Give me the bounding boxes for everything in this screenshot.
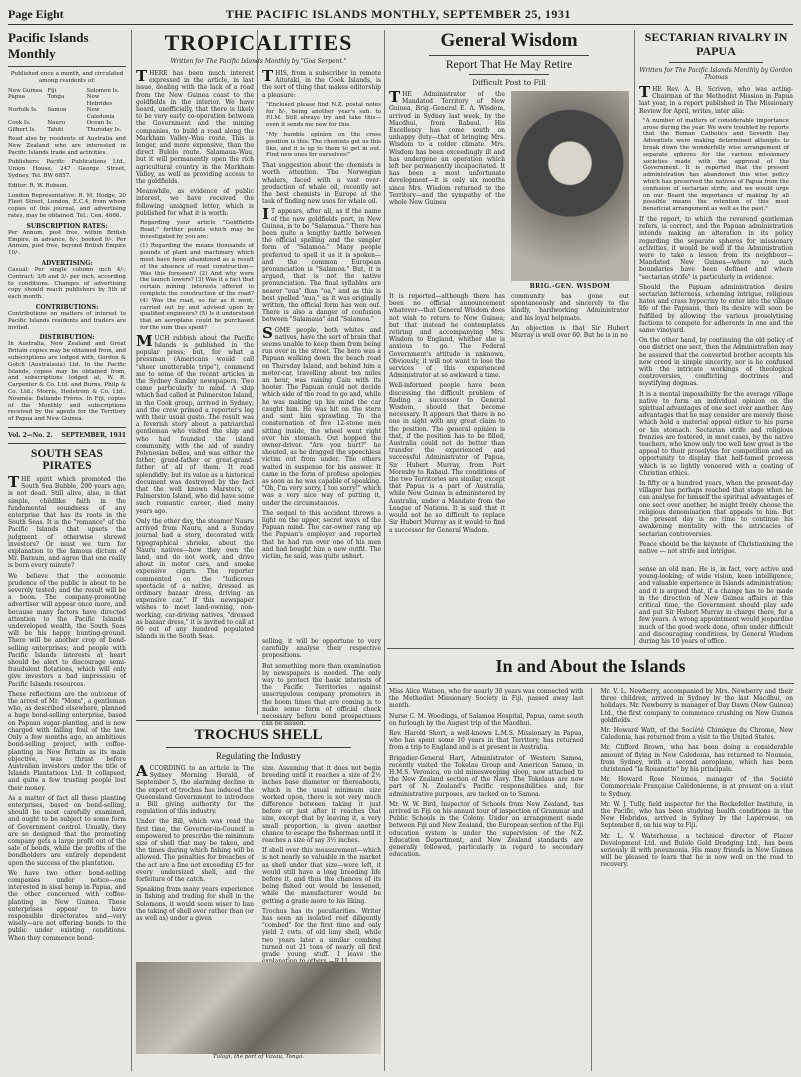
issue-line (8, 432, 126, 439)
wisdom-subsubheadline: Difficult Post to Fill (472, 78, 546, 87)
tropicalities-paragraph: IT appears, after all, as if the name of the new goldfields port, in New Guinea, is to be "Salamaua." There has been quite a lengthy battle between the official spelling and the simpler form of "Salamoa." Many people preferred to spell it as it is spoken—and the common European pronunciation is "Salamoa." But, it is argued, that is not the native pronunciation. The final syllables are nearer "oua" than "oa," and as this is best spelled "aua," as it was originally written, the official form has won out. There is also a danger of confusion between "Salamaua" and "Salamoa." (262, 205, 382, 324)
publication-title: THE PACIFIC ISLANDS MONTHLY, SEPTEMBER 25, 1931 (225, 6, 571, 21)
tropicalities-letter: (1) Regarding the means thousands of pounds of plant and machinery which must have been abandoned as a result of the absence of road construction—Was this foreseen? (2) And why were the launch lowers? (3) Was it a fact that certain mining interests offered to complete the construction of the road? (4) Was the road, so far as it went, carried out by and advised upon by qualified engineers? (5) Is it understood that an aeroplane could be purchased for the sum thus spent? (140, 243, 254, 332)
tropicalities-byline: Written for The Pacific Islands Monthly by "Goa Serpent." (170, 58, 347, 65)
sectarian-paragraph: If the report, to which the reverend gentleman refers, is correct, and the Papuan administration intends making an alteration in its policy regarding the separate spheres for missionary activities, it would be well if the Administration were to take a lesson from its neighbour—Mandated New Guinea—where no such boundaries have been defined and where "sectarian strife" is particularly in evidence. (639, 215, 793, 281)
sectarian-paragraph: On the other hand, by continuing the old policy of one district one sect, then the Administration may be assured that the converted brother accepts his new creed in simple sincerity, nor is he confused with the intricate workings of theological controversies, conflicting doctrines and mystifying dogmas. (639, 337, 793, 388)
wisdom-col-b (511, 293, 629, 537)
trochus-paragraph: Under the Bill, which was read the first time, the Governor-in-Council is empowered to prescribe the minimum size of shell that may be taken, and the times during which fishing will be allowed. The penalties for breaches of the act are a fine not exceeding £5 for every undersized shell, and the forfeiture of the catch. (136, 818, 254, 884)
islands-item: Miss Alice Watson, who for nearly 30 years was connected with the Methodist Missionary Society in Fiji, passed away last month. (389, 688, 584, 710)
islands-article (389, 688, 793, 1071)
place-name: New Guinea (8, 87, 43, 94)
tropicalities-headline: TROPICALITIES (164, 30, 353, 55)
place-name: Tonga (47, 94, 65, 101)
contributions-text: Contributions on matters of interest to Pacific Islands residents and traders are invited. (8, 311, 126, 331)
islands-col-b (600, 688, 793, 1071)
south-seas-continuation (262, 638, 381, 728)
tropicalities-paragraph: MUCH rubbish about the Pacific Islands is published in the popular press; but, for what a pressman (Americans would call "sheer unutterable tripe"), commend me to some of the recent articles in the Sydney Sunday newspapers. Two came particularly to mind. A ship which had called at Palmerston Island, in the Cook group, arrived in Sydney; and the crew primed a reporter's leg with their usual gusto. The result was a feverish story about a patriarchal gentleman who visited the ship and who had founded the island community, with the aid of sundry Polynesian belles, and was either the father, grand-father or great-grand-father of all of them. It read splendidly; but its value as a historical document was destroyed by the fact that the well known Marsters, of Palmerston Island, who did have some such romantic career, died many years ago. (136, 331, 255, 515)
tropicalities-letter: "Enclosed please find N.Z. postal notes for 8/-, being another year's sub. to P.I.M. Still always try and take this—even it sends me new for this. (266, 101, 381, 129)
wisdom-paragraph: Well-informed people have been discussing the difficult problem of finding a successor to General Wisdom, should that become necessary. It appears that there is no one in sight with any great claim to the position. The general opinion is that, if the position has to be filled, Australia could not do better than transfer the experienced and successful Administrator of Papua, Sir Hubert Murray, from Port Moresby to Rabaul. The conditions of the two Territories are similar, except that Papua is a part of Australia, while New Guinea is administered by Australia, under a Mandate from the League of Nations. It is said that it would not be so difficult to replace Sir Hubert Murray as it would to find a successor for General Wisdom. (389, 382, 505, 534)
place-name: Gilbert Is. (8, 126, 37, 133)
column-divider (384, 30, 385, 1071)
place-name: Papua (8, 94, 26, 101)
tropicalities-paragraph: Meanwhile, as evidence of public interest, we have received the following unsigned letter, which is published for what it is worth: (136, 188, 254, 217)
masthead-publishers: Publishers: Pacific Publications Ltd., Union House, 247 George Street, Sydney. Tel. BW 6857. (8, 159, 126, 180)
trochus-subheadline: Regulating the Industry (216, 751, 301, 761)
south-seas-paragraph: THE spirit which promoted the South Sea Bubble, 200 years ago, is not dead. Still alive, also, is that simple, childlike faith in the fundamental soundness of any enterprise that has its roots in the South Seas. It is the "romance" of the Pacific Islands that upsets the judgment of otherwise shrewd investors? Or must we turn for explanation to the famous dictum of Mr. Barnum, and agree that one really is born every minute? (8, 472, 126, 570)
trochus-paragraph: Speaking from many years experience in fishing and trading for shell in the Solomons, it would seem wiser to ban the taking of shell over rather than (or as well as) under a given (136, 886, 254, 923)
sectarian-paragraph: Should the Papuan administration desire sectarian bitterness, scheming intrigue, religious hates and crass hypocrisy to enter into the village life of the Papuans, then its desire will soon be fulfilled by allowing the various proselytising factions to compete for adherents in one and the same vineyard. (639, 283, 793, 335)
south-seas-paragraph: As a matter of fact all these planting enterprises, based on bond-selling, should be most carefully examined, and ought to be subject to some form of Government control. Usually, they are so designed that the promoting company gets a large profit out of the sale of bonds, while the profits of the bondholders are entirely dependent upon the success of the plantation. (8, 794, 126, 867)
place-name: Tahiti (47, 126, 64, 133)
bottom-photo-block (136, 962, 381, 1062)
masthead-editor: Editor: R. W. Robson. (8, 182, 69, 189)
south-seas-headline: SOUTH SEAS PIRATES (31, 447, 103, 472)
islands-item: Mr. V. L. Newberry, accompanied by Mrs. Newberry and their three children, arrived in Sydney by the last Macdhui, on holidays. Mr. Newberry is manager of Day Dawn (New Guinea) Ltd., the first company to commence crushing on New Guinea goldfields. (600, 688, 793, 724)
place-name: Solomon Is. (86, 87, 120, 94)
islands-item: Brigadier-General Hart, Administrator of Western Samoa, recently visited the Tokelau Group and American Samoa, in H.M.S. Veronica, on old minesweeping sloop, now attached to the New Zealand section of the Navy. The Tokelaus are now part of N. Zealand's Pacific responsibilities and, for administrative purposes, are tacked on to Samoa. (389, 754, 584, 798)
contributions-heading: CONTRIBUTIONS: (35, 304, 99, 312)
sectarian-paragraph: THE Rev. A. H. Scriven, who was acting-Chairman of the Methodist Mission in Papua last year, in a report published in The Missionary Review for April, writes, inter alia: (639, 83, 793, 115)
sectarian-quote: "A number of matters of considerable importance arose during the year. We were troubled by reports that the Roman Catholics and Seventh Day Adventists were making determined attempts to break down the wonderfully wise arrangement of separate spheres for the various missionary societies made with the approval of the Government. It is reported that the present administration has abandoned this wise policy which has preserved the natives of Papua from the confusion of sectarian strife; and we would urge on our Board the importance of making by all possible means the retention of this most beneficial arrangement as well as the past." (643, 117, 789, 213)
islands-item: Mr. W. J. Tully, field inspector for the Rockefeller Institute, in the Pacific, who has been studying health conditions in the New Hebrides, arrived in Sydney by the Lapérouse, on September 8, on his way to Fiji. (600, 800, 793, 830)
tropicalities-letter: Regarding your article "Goldfields Road," further points which may be investigated by you are: (140, 220, 254, 240)
islands-item: Mr. Howard Rose Noumea, manager of the Société Commerciale Française Calédonienne, is at present on a visit to Sydney. (600, 776, 793, 798)
wisdom-conclusion (639, 566, 793, 646)
south-seas-paragraph: We have two other bond-selling companies under notice—one interested in sisal hemp in Papua, and the other concerned with coffee-planting in New Guinea. These enterprises appear to have responsible directorates and—very wisely—are not offering bonds to the public under existing conditions. When they commence bond- (8, 869, 126, 942)
harbour-photo (136, 962, 381, 1054)
wisdom-col-a (389, 88, 505, 290)
tropicalities-col-a (136, 67, 255, 643)
trochus-headline: TROCHUS SHELL (194, 727, 323, 743)
trochus-paragraph: size. Assuming that it does not begin breeding until it reaches a size of 2½ inches base diameter or thereabouts, which is the usual minimum size worked upon, there is not very much difference between taking it just before or just after it reaches that size, except that by leaving it, a very small proportion, is given another chance to escape the fisherman until it reaches a size of say 3½ inches. (262, 765, 381, 845)
distribution-text: In Australia, New Zealand and Great Britain copies may be obtained from, and subscriptions are lodged with, Gordon & Gotch (Australasia) Ltd. In the Pacific Islands, copies may be obtained from, and subscriptions lodged at, W. R. Carpenter & Co. Ltd. and Burns, Philp & Co. Ltd.; Morris, Hedstrom & Co. Ltd.; Nouméa: Ballande Frères. In Fiji, copies of the Monthly and subscriptions received by the agents for the Territory of Papua and New Guinea. (8, 341, 126, 423)
place-name: New Hebrides (86, 94, 113, 107)
place-name: Norfolk Is. (8, 107, 38, 114)
portrait-photo (511, 91, 629, 281)
volume-number: Vol. 2—No. 2. (8, 431, 53, 439)
trochus-paragraph: If shell over this measurement—which is not nearly so valuable in the market as shell under that size—were left, it would still have a long breeding life before it, and thus the chances of its being fished out would be lessened, while the manufacturer would be getting a grade more to his liking. (262, 847, 381, 905)
subscription-heading: SUBSCRIPTION RATES: (26, 222, 108, 230)
sectarian-paragraph: In fifty or a hundred years, when the present-day villager has perhaps reached that stage when he can analyse for himself the spiritual advantages of one sect over another, he might freely choose the religious denomination that appeals to him. But the present day is no time to continue his awakening mentality with the intricacies of sectarian controversies. (639, 480, 793, 538)
masthead-intro: Published once a month, and circulated among residents of: (10, 71, 124, 84)
portrait-caption: BRIG.-GEN. WISDOM (529, 283, 611, 290)
wisdom-headline: General Wisdom (440, 30, 578, 51)
south-seas-paragraph: But something more than examination by newspapers is needed. The only way to protect the basic interests of the Pacific Territories against unscrupulous company promoters in the boom times that are coming is to make some form of official check necessary before bond prospectuses can be issued. (262, 662, 381, 728)
sectarian-headline: SECTARIAN RIVALRY IN PAPUA (644, 30, 788, 58)
trochus-paragraph: Trochus has its peculiarities. Writer has seen an isolated reef diligently "combed" for the first time and only yield 2 cwts. of old limy shell, while two years later a similar combing turned out 21 tons of nearly all first grade young stuff. I leave the (262, 907, 381, 959)
wisdom-col-a-lower (389, 293, 505, 537)
wisdom-paragraph: community has gone out spontaneously and sincerely to the kindly, hardworking Administrator and his loyal helpmate. (511, 293, 629, 322)
masthead-read-also: Read also by residents of Australia and New Zealand who are interested in Pacific Islands trade and activities. (8, 136, 126, 156)
advertising-heading: ADVERTISING: (41, 260, 93, 268)
column-divider (257, 30, 258, 715)
wisdom-subheadline: Report That He May Retire (445, 59, 573, 71)
sectarian-paragraph: Peace should be the keynote of Christianising the native — not strife and intrigue. (639, 540, 793, 555)
place-name: Nauru (47, 120, 66, 127)
tropicalities-article (136, 30, 381, 717)
masthead-title: Pacific Islands Monthly (8, 30, 89, 61)
distribution-heading: DISTRIBUTION: (39, 334, 95, 342)
tropicalities-paragraph: That suggestion about the chemists is worth attention. The Norwegian whalers, faced with a vast over-production of whale oil, recently set the best chemists in Europe at the task of finding new uses for whale oil. (262, 162, 381, 206)
trochus-col-b (262, 765, 381, 968)
sectarian-byline: Written for The Pacific Islands Monthly by Gordon Thomas (639, 67, 793, 81)
tropicalities-paragraph: THIS, from a subscriber in remote Aitutaki, in the Cook Islands, is the sort of thing that makes editorship a pleasure: (262, 67, 381, 99)
trochus-col-a (136, 762, 254, 968)
wisdom-paragraph: THE Administrator of the Mandated Territory of New Guinea, Brig.-General E. A. Wisdom, arrived in Sydney last week, by the Macdhui, from Rabaul. His Excellency has come south on unhappy duty—that of bringing Mrs. Wisdom to a colder climate. Mrs. Wisdom has been exceedingly ill and has undergone an operation which left her permanently incapacitated. It has been a most unfortunate development—it is only six months since Mrs. Wisdom returned to the Territory—and the sympathy of the whole New Guinea (389, 88, 505, 207)
south-seas-paragraph: We believe that the economic prudence of the public is about to be severely tested; and the result will be a boon. The company-promoting advertiser will appear once more, and because many factors have directed attention to the Pacific Islands' undeveloped wealth, the South Seas will be his happy hunting-ground. There will be another crop of bond-selling enterprises; and people with Pacific Islands interests at heart should be alert to discourage semi-fraudulent flotations, which will only give investors a bad impression of Pacific Islands resources. (8, 572, 126, 688)
running-header (8, 4, 793, 25)
place-name: Cook Is. (8, 120, 31, 127)
tropicalities-col-b (262, 67, 382, 643)
south-seas-paragraph: selling, it will be opportune to very carefully analyse their respective propositions. (262, 638, 381, 660)
tropicalities-paragraph: SOME people, both whites and natives, have the sort of brain that seems unable to keep them from being run over in the street. The hero was a Papuan walking down the beach road on Thursday Island, and behind him a motor-car, travelling about ten miles an hour, was raising Cain with its hooter. The Papuan could not decide which side of the road to go and, while he was making up his mind the car caught him. He was hit on the stern and sent him sprawling. To the consternation of five 12-stone men sitting inside, the wheel went right over his stomach. Out hopped the owner-driver. "Are you hurt?" he shouted, as he dragged the speechless victim out from under. The others waited in suspense for his answer. It came in the form of profuse apologies as soon as he was capable of speaking. "Oh, I'm very sorry, I too sorry!" which was a very nice way of putting it, under the circumstances. (262, 323, 381, 507)
tropicalities-paragraph: THERE has been much interest expressed in the article, in last issue, dealing with the lack of a road from the New Guinea coast to the goldfields in the interior. We have heard, unofficially, that there is likely to be very early co-operation between the Government and the mining companies, to build a road along the Markham Valley–Wau route. This is longer, and more expensive, than the direct Bulolo route. Salamaua–Wau, but it will permanently open the rich agricultural country in the Markham Valley, as well as providing access to the goldfields. (136, 67, 254, 186)
place-name: Fiji (47, 87, 57, 94)
column-divider (131, 30, 132, 1071)
sectarian-article (639, 30, 793, 645)
islands-headline: In and About the Islands (387, 648, 794, 684)
islands-item: Nurse C. M. Woodings, of Salamoa Hospital, Papua, came south on furlough by the August trip of the Macdhui. (389, 712, 584, 727)
column-divider (591, 688, 592, 1071)
page-label: Page Eight (8, 6, 64, 21)
masthead-places (8, 88, 126, 134)
tropicalities-paragraph: Only the other day, the steamer Nauru arrived from Nauru, and a Sunday journal had a story, decorated with typographical shrieks, about the Nauru natives—how they own the land, and do not work, and drive about in motor cars, and smoke expensive cigars. The reporter commented on the "ludicrous spectacle of a native, dressed as ordinary bazaar dress, driving an expensive car." If this newspaper wishes to meet land-owning, non-working, car-driving natives, "dressed as bazaar dress," it is invited to call at 90 out of any hundred populated islands in the South Seas. (136, 517, 254, 641)
place-name: Thursday Is. (86, 126, 122, 133)
islands-item: Rev. Harold Short, a well-known L.M.S. Missionary in Papua, who has spent some 10 years in that Territory, has returned from a trip to England and is at present in Australia. (389, 730, 584, 752)
islands-item: Mr. Howard Watt, of the Société Chimique du Chrome, New Caledonia, has returned from a visit to the United States. (600, 727, 793, 742)
islands-item: Mr. Clifford Brown, who has been doing a considerable amount of flying in New Caledonia, has returned to Nouméa, from Sydney, with a second aeroplane, which has been christened "la Rouanette" by his principals. (600, 744, 793, 774)
wisdom-article (389, 30, 629, 637)
trochus-paragraph: ACCORDING to an article in The Sydney Morning Herald, of September 5, the alarming decline in the export of trochus has induced the Queensland Government to introduce a Bill giving authority for the regulation of this industry. (136, 762, 254, 816)
issue-date: SEPTEMBER, 1931 (61, 431, 126, 439)
masthead-london: London Representative: R. M. Hodge, 20 Fleet Street, London, E.C.4, from whom copies of this journal, and advertising rates, may be obtained. Tel.: Cen. 4666. (8, 192, 126, 220)
wisdom-paragraph: It is reported—although there has been no official announcement whatever—that General Wisdom does not wish to return to New Guinea; but that instead he contemplates retiring and accompanying Mrs. Wisdom to England, whither she is anxious to go. The Federal Government's attitude is unknown. Obviously, it will not want to lose the services of this experienced Administrator at so awkward a time. (389, 293, 505, 380)
place-name: Ocean Is. (86, 120, 113, 127)
place-name: Samoa (47, 107, 67, 114)
islands-col-a (389, 688, 583, 1071)
advertising-rates: Casual: Per single column inch 4/-; Contract: 3/6 and 3/- per inch, according to conditions. Changes of advertising copy should reach publishers by 5th of each month. (8, 267, 126, 301)
harbour-photo-caption: Tulagi, the port of Vavau, Tonga. (212, 1054, 305, 1060)
subscription-rates: Per Annum, post free, within British Empire, in advance, 8/-; booked 9/-. Per Annum, post free, beyond British Empire 10/-. (8, 229, 126, 257)
tropicalities-letter: "My humble opinion on the cross position is this: The chemists get us this like, and it is up to them to get in out. Find new ones for ourselves!" (266, 132, 381, 159)
islands-item: Mr. L. V. Waterhouse, a technical director of Placer Development Ltd. and Bulolo Gold Dredging Ltd., has been seriously ill with pneumonia. His many friends in New Guinea will be pleased to learn that he is now well on the road to recovery. (600, 832, 793, 869)
south-seas-paragraph: These reflections are the outcome of the arrest of Mr. "Mons", a gentleman who, as described elsewhere, planned a huge bond-selling enterprise, based on Papuan sugar-planting, and is now charged with falling foul of the law. Only a few months ago, an ambitious bond-selling project, with coffee-planting in New Britain as its main objective, was thrust before Australian investors under the title of Islands Plantations Ltd. It collapsed, and quite a few trusting people lost their money. (8, 690, 126, 792)
tropicalities-paragraph: The sequel to this accident throws a light on the upper, secret ways of the Papuan mind. The car-owner rang up the Papuan's employer and reported that he had run over one of his men and had bought him a new outfit. The victim, he said, was quite unhurt. (262, 509, 381, 560)
column-divider (634, 30, 635, 645)
islands-item: Mr. W. W. Bird, Inspector of Schools from New Zealand, has arrived in Fiji on his annual tour of inspection of Grammar and Public Schools in the Colony. Under an arrangement made between Fiji and New Zealand, the European section of the Fiji education system is under the supervision of the N.Z. Education Department, and New Zealand standards are generally followed, particularly in regard to secondary education. (389, 800, 584, 859)
wisdom-photo-block (511, 91, 629, 290)
column-masthead (8, 30, 126, 1071)
sectarian-paragraph: It is a mental impossibility for the average village native to form an individual opinion on the spiritual advantages of one sect over another. Any advantages that he may consider are merely those which hold a material appeal either to his purse or his stomach. Sectarian strife and religious frenzies are fostered, in most cases, by the native teachers, who know only too well how great is the appeal to their proselytes for competition and an opportunity to display that half-tamed prowess which is so lightly veneered with a coating of Christian ethics. (639, 390, 793, 477)
wisdom-paragraph: sense an old man. He is, in fact, very active and young-looking; of wide vision, keen intelligence, and valuable experience in Islands administration; and it is argued that, if a change has to be made in the direction of New Guinea affairs at this critical time, the Government should play safe and put Sir Hubert Murray in charge there, for a few years. A wrong appointment would jeopardise much of the good work done, often under difficult and discouraging conditions, by General Wisdom during his 10 years of office. (639, 566, 793, 646)
wisdom-paragraph: An objection is that Sir Hubert Murray is well over 60. But he is in no (511, 324, 629, 340)
place-name: New Caledonia (86, 107, 115, 120)
